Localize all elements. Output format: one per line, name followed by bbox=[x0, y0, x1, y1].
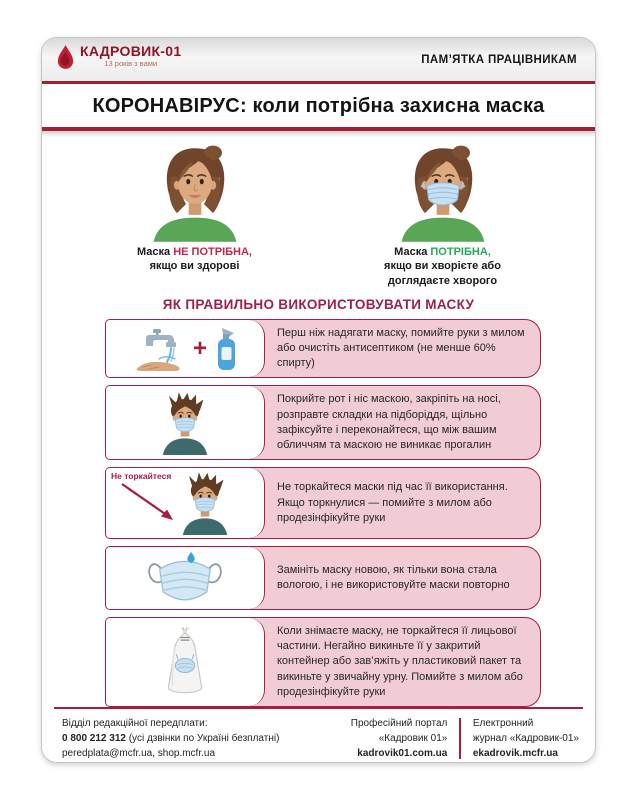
portal-line2: «Кадровик 01» bbox=[378, 732, 448, 744]
caption-prefix: Маска bbox=[137, 246, 174, 258]
caption-prefix: Маска bbox=[394, 246, 431, 258]
handwash-icon bbox=[129, 325, 187, 373]
header-bar bbox=[42, 38, 595, 81]
steps-list bbox=[105, 319, 541, 707]
logo-title: КАДРОВИК-01 bbox=[80, 43, 182, 59]
caption-rest: якщо ви здорові bbox=[149, 260, 240, 273]
step-dont-touch bbox=[105, 467, 541, 539]
footer-ejournal-block bbox=[461, 716, 579, 761]
header-right-text: ПАМ’ЯТКА ПРАЦІВНИКАМ bbox=[421, 53, 577, 66]
contact-links[interactable]: peredplata@mcfr.ua, shop.mcfr.ua bbox=[62, 747, 216, 759]
subscription-label: Відділ редакційної передплати: bbox=[62, 717, 208, 729]
phone-note: (усі дзвінки по Україні безплатні) bbox=[125, 732, 280, 744]
caption-no-mask bbox=[110, 245, 280, 274]
dont-touch-label: Не торкайтеся bbox=[111, 471, 172, 482]
arrow-icon bbox=[116, 480, 186, 530]
page-title: КОРОНАВІРУС: коли потрібна захисна маска bbox=[92, 95, 545, 117]
phone-number: 0 800 212 312 bbox=[62, 732, 126, 744]
woman-no-mask-illustration bbox=[141, 141, 249, 242]
portal-line1: Професійний портал bbox=[350, 717, 448, 729]
man-wearing-mask-icon bbox=[106, 386, 265, 459]
step-text: Покрийте рот і ніс маскою, закріпіть на носі, розправте складки на підборіддя, щільно зафіксуйте і переконайтеся, що між вашим обличчям та маскою не виникає прогалин bbox=[277, 393, 501, 451]
footer bbox=[42, 709, 595, 763]
caption-highlight-red: НЕ ПОТРІБНА, bbox=[173, 246, 252, 258]
section-title: ЯК ПРАВИЛЬНО ВИКОРИСТОВУВАТИ МАСКУ bbox=[162, 296, 475, 312]
caption-mask-needed bbox=[368, 245, 518, 288]
woman-with-mask-illustration bbox=[389, 141, 497, 242]
footer-subscription-block bbox=[62, 716, 351, 761]
drop-logo-icon bbox=[56, 44, 75, 75]
sanitizer-bottle-icon bbox=[213, 326, 241, 372]
bag-with-mask-illustration bbox=[157, 626, 213, 698]
step-text: Замініть маску новою, як тільки вона стала вологою, і не використовуйте маски повторно bbox=[277, 563, 510, 592]
mask-with-drop-illustration bbox=[137, 550, 233, 606]
wet-mask-icon bbox=[106, 547, 265, 609]
step-text: Не торкайтеся маски під час її використання. Якщо торкнулися — помийте з милом або продезінфікуйте руки bbox=[277, 481, 508, 524]
step-cover-mouth-nose bbox=[105, 385, 541, 460]
logo-tagline: 13 років з вами bbox=[104, 59, 158, 68]
plus-sign: + bbox=[192, 334, 207, 362]
dont-touch-mask-icon bbox=[106, 468, 265, 538]
caption-highlight-green: ПОТРІБНА, bbox=[430, 246, 491, 258]
step-wash-hands bbox=[105, 319, 541, 379]
step-text: Перш ніж надягати маску, помийте руки з милом або очистіть антисептиком (не менше 60% спирту) bbox=[277, 326, 525, 370]
ejournal-line1: Електронний bbox=[472, 717, 534, 729]
portal-url[interactable]: kadrovik01.com.ua bbox=[357, 747, 448, 759]
mask-in-bag-icon bbox=[106, 618, 265, 706]
brand-logo bbox=[56, 44, 181, 75]
step-dispose-mask bbox=[105, 617, 541, 707]
poster-card bbox=[41, 37, 596, 763]
figures-row bbox=[42, 137, 595, 288]
step-text: Коли знімаєте маску, не торкайтеся її лицьової частини. Негайно викиньте її у закритий контейнер або зав’яжіть у пластиковий пакет та викиньте у звичайну урну. Помийте з милом або продезінфікуйте руки bbox=[277, 625, 523, 698]
step-replace-wet-mask bbox=[105, 546, 541, 610]
handwash-plus-sanitizer-icon bbox=[106, 320, 265, 378]
ejournal-line2: журнал «Кадровик-01» bbox=[472, 732, 579, 744]
man-mask-illustration bbox=[153, 391, 217, 455]
footer-portal-block bbox=[351, 716, 460, 761]
caption-rest: якщо ви хворієте або доглядаєте хворого bbox=[384, 260, 501, 287]
ejournal-url[interactable]: ekadrovik.mcfr.ua bbox=[472, 747, 558, 759]
figure-healthy-woman bbox=[100, 141, 290, 288]
figure-sick-woman bbox=[348, 141, 538, 288]
